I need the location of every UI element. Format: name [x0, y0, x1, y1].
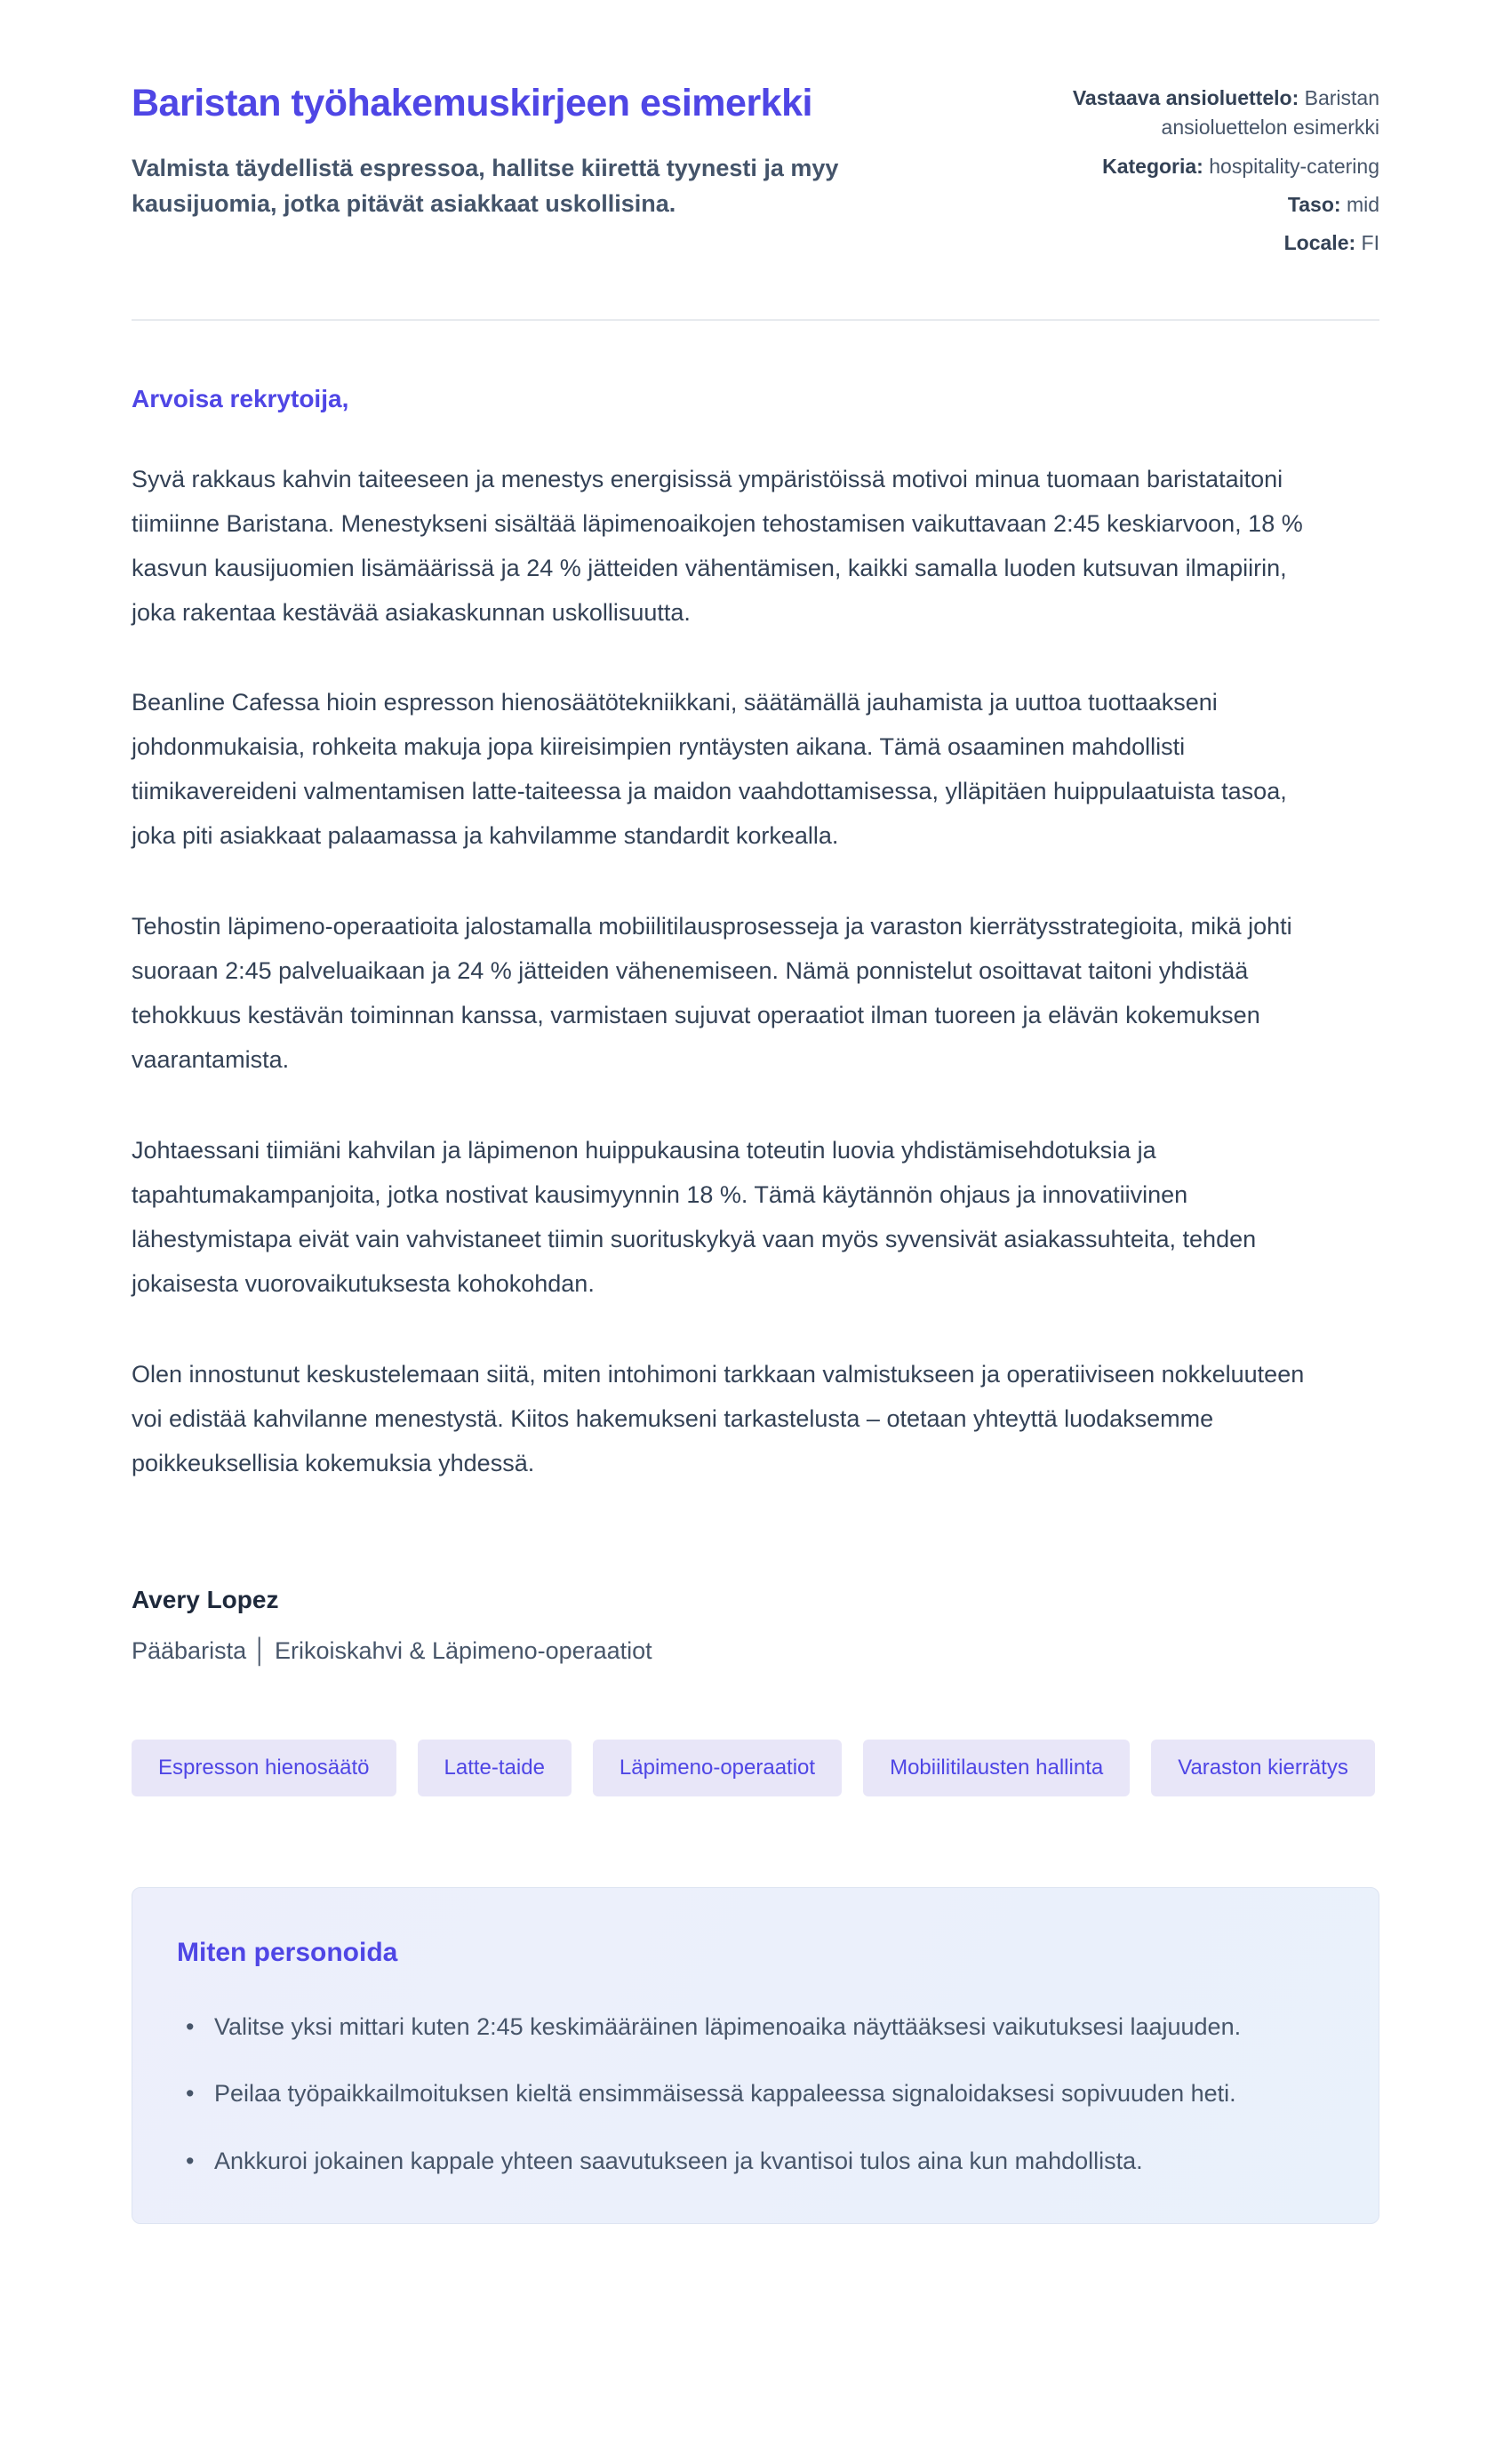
letter-body	[132, 385, 1379, 1665]
tips-list	[177, 2005, 1334, 2185]
page-subtitle: Valmista täydellistä espressoa, hallitse kiirettä tyynesti ja myy kausijuomia, jotka pitävät asiakkaat uskollisina.	[132, 154, 839, 218]
signature-name: Avery Lopez	[132, 1585, 279, 1613]
meta-value: FI	[1361, 231, 1379, 255]
page-header	[132, 78, 1379, 268]
meta-label: Vastaava ansioluettelo:	[1072, 86, 1299, 109]
meta-label: Kategoria:	[1102, 154, 1203, 178]
meta-row-locale	[1024, 228, 1379, 258]
meta-panel	[1024, 78, 1379, 268]
signature-block	[132, 1586, 1379, 1665]
skill-tag-throughput-operations: Läpimeno-operaatiot	[593, 1740, 842, 1796]
letter-greeting: Arvoisa rekrytoija,	[132, 384, 349, 412]
tips-heading: Miten personoida	[177, 1937, 398, 1967]
meta-row-level	[1024, 190, 1379, 220]
meta-value: hospitality-catering	[1209, 154, 1379, 178]
letter-paragraph-2: Beanline Cafessa hioin espresson hienosäätötekniikkani, säätämällä jauhamista ja uuttoa tuottaakseni johdonmukaisia, rohkeita makuja jopa kiireisimpien ryntäysten aikana. Tämä osaaminen mahdollisti tiimikavereideni valmentamisen latte-taiteessa ja maidon vaahdottamisessa, ylläpitäen huippulaatuista tasoa, joka piti asiakkaat palaamassa ja kahvilamme standardit korkealla.	[132, 689, 1287, 850]
tip-item-1: • Valitse yksi mittari kuten 2:45 keskimääräinen läpimenoaika näyttääksesi vaikutuksesi laajuuden.	[177, 2005, 1315, 2050]
meta-label: Taso:	[1287, 193, 1341, 217]
skill-tags	[132, 1740, 1379, 1796]
skill-tag-espresso-tuning: Espresson hienosäätö	[132, 1740, 396, 1796]
skill-tag-latte-art: Latte-taide	[418, 1740, 572, 1796]
meta-row-category	[1024, 152, 1379, 181]
letter-paragraph-3: Tehostin läpimeno-operaatioita jalostamalla mobiilitilausprosesseja ja varaston kierrätysstrategioita, mikä johti suoraan 2:45 palveluaikaan ja 24 % jätteiden vähenemiseen. Nämä ponnistelut osoittavat taitoni yhdistää tehokkuus kestävän toiminnan kanssa, varmistaen sujuvat operaatiot ilman tuoreen ja elävän kokemuksen vaarantamista.	[132, 913, 1292, 1074]
meta-label: Locale:	[1283, 231, 1356, 255]
skill-tag-inventory-rotation: Varaston kierrätys	[1151, 1740, 1375, 1796]
skill-tag-mobile-order-management: Mobiilitilausten hallinta	[863, 1740, 1130, 1796]
tip-item-2: • Peilaa työpaikkailmoituksen kieltä ensimmäisessä kappaleessa signaloidaksesi sopivuuden heti.	[177, 2072, 1315, 2116]
letter-paragraph-4: Johtaessani tiimiäni kahvilan ja läpimenon huippukausina toteutin luovia yhdistämisehdotuksia ja tapahtumakampanjoita, jotka nostivat kausimyynnin 18 %. Tämä käytännön ohjaus ja innovatiivinen lähestymistapa eivät vain vahvistaneet tiimin suorituskykyä vaan myös syvensivät asiakassuhteita, tehden jokaisesta vuorovaikutuksesta kohokohdan.	[132, 1136, 1257, 1297]
meta-value: Baristan ansioluettelon esimerkki	[1161, 86, 1379, 140]
letter-paragraph-5: Olen innostunut keskustelemaan siitä, miten intohimoni tarkkaan valmistukseen ja operatiiviseen nokkeluuteen voi edistää kahvilanne menestystä. Kiitos hakemukseni tarkastelusta – otetaan yhteyttä luodaksemme poikkeuksellisia kokemuksia yhdessä.	[132, 1360, 1305, 1476]
signature-role: Pääbarista │ Erikoiskahvi & Läpimeno-operaatiot	[132, 1636, 652, 1664]
personalization-tips-card	[132, 1887, 1379, 2225]
meta-value: mid	[1346, 193, 1379, 217]
letter-paragraph-1: Syvä rakkaus kahvin taiteeseen ja menestys energisissä ympäristöissä motivoi minua tuomaan baristataitoni tiimiinne Baristana. Menestykseni sisältää läpimenoaikojen tehostamisen vaikuttavaan 2:45 keskiarvoon, 18 % kasvun kausijuomien lisämäärissä ja 24 % jätteiden vähentämisen, kaikki samalla luoden kutsuvan ilmapiirin, joka rakentaa kestävää asiakaskunnan uskollisuutta.	[132, 465, 1303, 626]
header-divider	[132, 319, 1379, 321]
cover-letter-page	[132, 0, 1379, 2300]
tip-item-3: • Ankkuroi jokainen kappale yhteen saavutukseen ja kvantisoi tulos aina kun mahdollista.	[177, 2140, 1315, 2184]
header-title-block	[132, 78, 988, 222]
meta-row-matching-resume	[1024, 84, 1379, 143]
page-title: Baristan työhakemuskirjeen esimerkki	[132, 82, 812, 124]
